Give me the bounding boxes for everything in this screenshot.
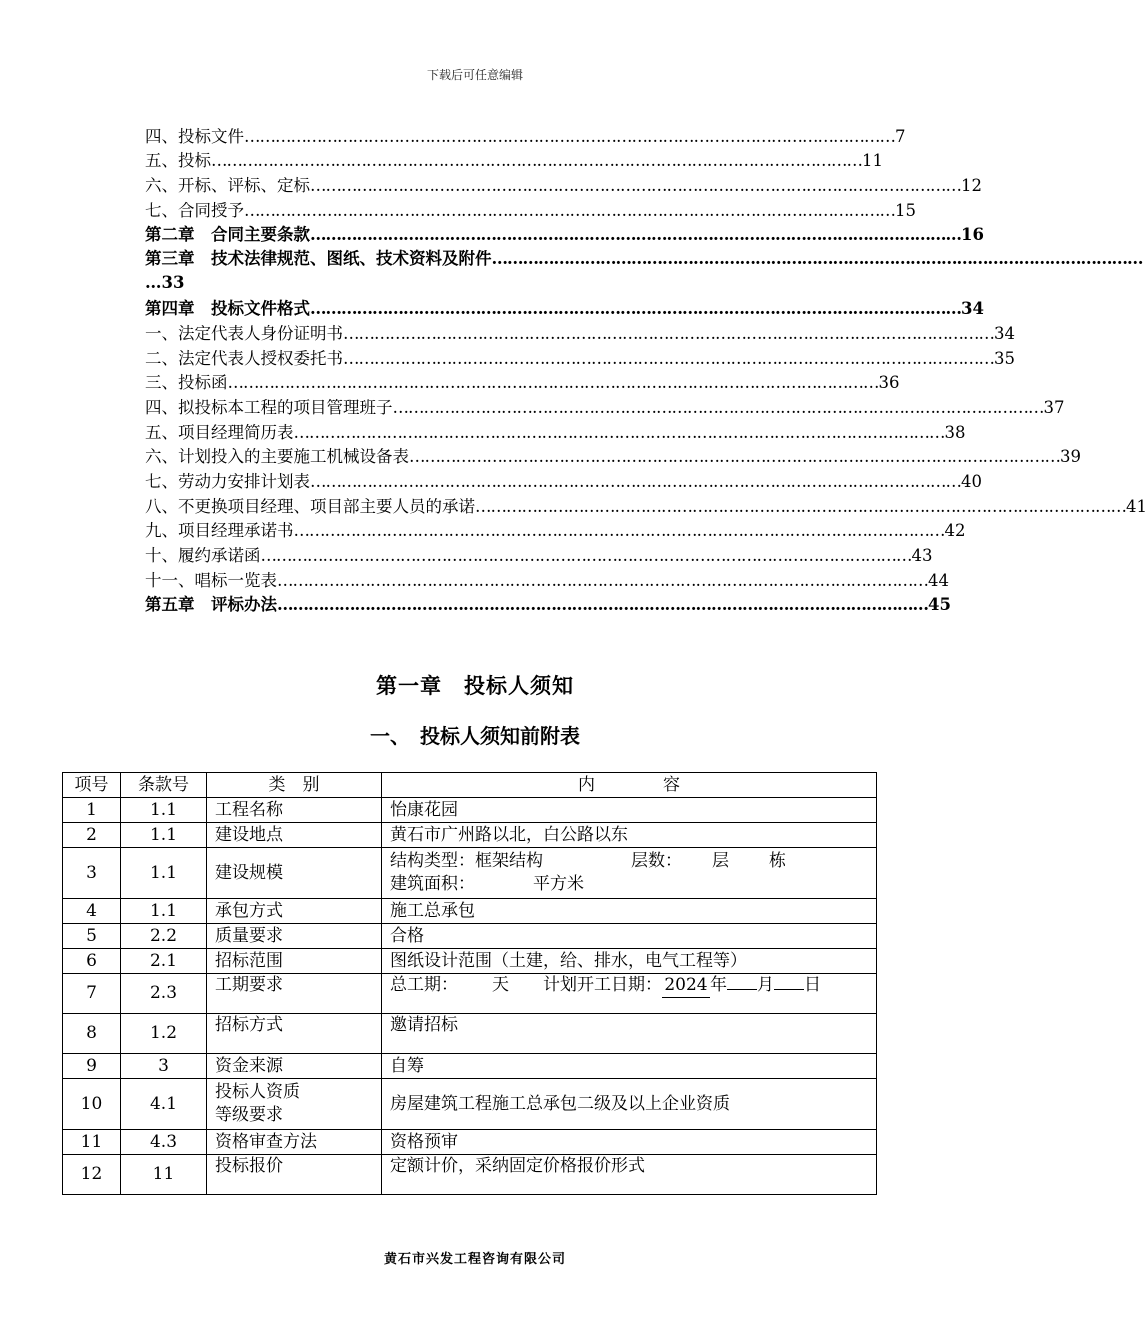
toc-entry[interactable]: 七、合同授予 ……………………………………………………………………………………………………………… 15 [145,200,916,220]
toc-entry[interactable]: 第四章 投标文件格式 ……………………………………………………………………………………………………………… 34 [145,299,984,319]
toc-entry[interactable]: 五、项目经理简历表 ……………………………………………………………………………………………………………… 38 [145,422,966,442]
toc-entry[interactable]: 五、投标 ……………………………………………………………………………………………………………… 11 [145,151,883,171]
column-header: 内 容 [382,773,877,798]
column-header: 条款号 [121,773,207,798]
toc-entry[interactable]: 第五章 评标办法 ……………………………………………………………………………………………………………… 45 [145,595,951,615]
table-row: 8 1.2 招标方式 邀请招标 [63,1014,877,1054]
toc-entry[interactable]: 六、开标、评标、定标 ……………………………………………………………………………………………………………… 12 [145,176,982,196]
table-of-contents [145,124,1147,617]
header-note: 下载后可任意编辑 [426,68,523,82]
table-row: 6 2.1 招标范围 图纸设计范围（土建，给、排水，电气工程等） [63,949,877,974]
toc-entry[interactable]: 九、项目经理承诺书 ……………………………………………………………………………………………………………… 42 [145,521,966,541]
table-row: 4 1.1 承包方式 施工总承包 [63,899,877,924]
table-row: 7 2.3 工期要求 总工期： 天 计划开工日期： 2024 年 月 日 [63,974,877,1014]
column-header: 类 别 [207,773,382,798]
toc-entry[interactable]: 十、履约承诺函 ……………………………………………………………………………………………………………… 43 [145,546,933,565]
bidder-instructions-table [62,772,877,1195]
column-header: 项号 [63,773,121,798]
table-row: 9 3 资金来源 自筹 [63,1054,877,1079]
table-row: 2 1.1 建设地点 黄石市广州路以北，白公路以东 [63,823,877,848]
table-row: 10 4.1 投标人资质 等级要求 房屋建筑工程施工总承包二级及以上企业资质 [63,1079,877,1130]
toc-entry[interactable]: 四、投标文件 ……………………………………………………………………………………………………………… 7 [145,126,906,146]
toc-entry[interactable]: 二、法定代表人授权委托书 ……………………………………………………………………………………………………………… 35 [145,348,1015,368]
toc-entry[interactable]: 一、法定代表人身份证明书 ……………………………………………………………………………………………………………… 34 [145,323,1015,343]
table-row: 12 11 投标报价 定额计价，采纳固定价格报价形式 [63,1155,877,1195]
toc-entry[interactable]: 第二章 合同主要条款 ……………………………………………………………………………………………………………… 16 [145,225,984,245]
toc-entry[interactable]: 十一、唱标一览表 ……………………………………………………………………………………………………………… 44 [145,570,949,590]
table-header-row [63,773,877,798]
toc-entry[interactable]: 三、投标函 ……………………………………………………………………………………………………………… 36 [145,373,900,393]
section-title: 一、 投标人须知前附表 [370,724,580,748]
table-row: 1 1.1 工程名称 怡康花园 [63,798,877,823]
company-footer: 黄石市兴发工程咨询有限公司 [383,1252,566,1267]
toc-entry[interactable]: 七、劳动力安排计划表 ……………………………………………………………………………………………………………… 40 [145,471,982,491]
table-row: 3 1.1 建设规模 结构类型：框架结构 层数： 层 栋 建筑面积： 平方米 [63,848,877,899]
toc-entry[interactable]: 第三章 技术法律规范、图纸、技术资料及附件 ……………………………………………………………………………………………………………… …33 [145,249,1143,293]
scale-cell: 结构类型：框架结构 层数： 层 栋 建筑面积： 平方米 [382,848,877,899]
toc-entry[interactable]: 六、计划投入的主要施工机械设备表 ……………………………………………………………………………………………………………… 39 [145,447,1081,467]
chapter-title: 第一章 投标人须知 [376,673,574,698]
toc-entry[interactable]: 四、拟投标本工程的项目管理班子 ……………………………………………………………………………………………………………… 37 [145,397,1065,417]
period-cell: 总工期： 天 计划开工日期： 2024 年 月 日 [382,974,877,1014]
toc-entry[interactable]: 八、不更换项目经理、项目部主要人员的承诺 ……………………………………………………………………………………………………………… 41 [145,496,1147,516]
table-row: 5 2.2 质量要求 合格 [63,924,877,949]
table-row: 11 4.3 资格审查方法 资格预审 [63,1130,877,1155]
